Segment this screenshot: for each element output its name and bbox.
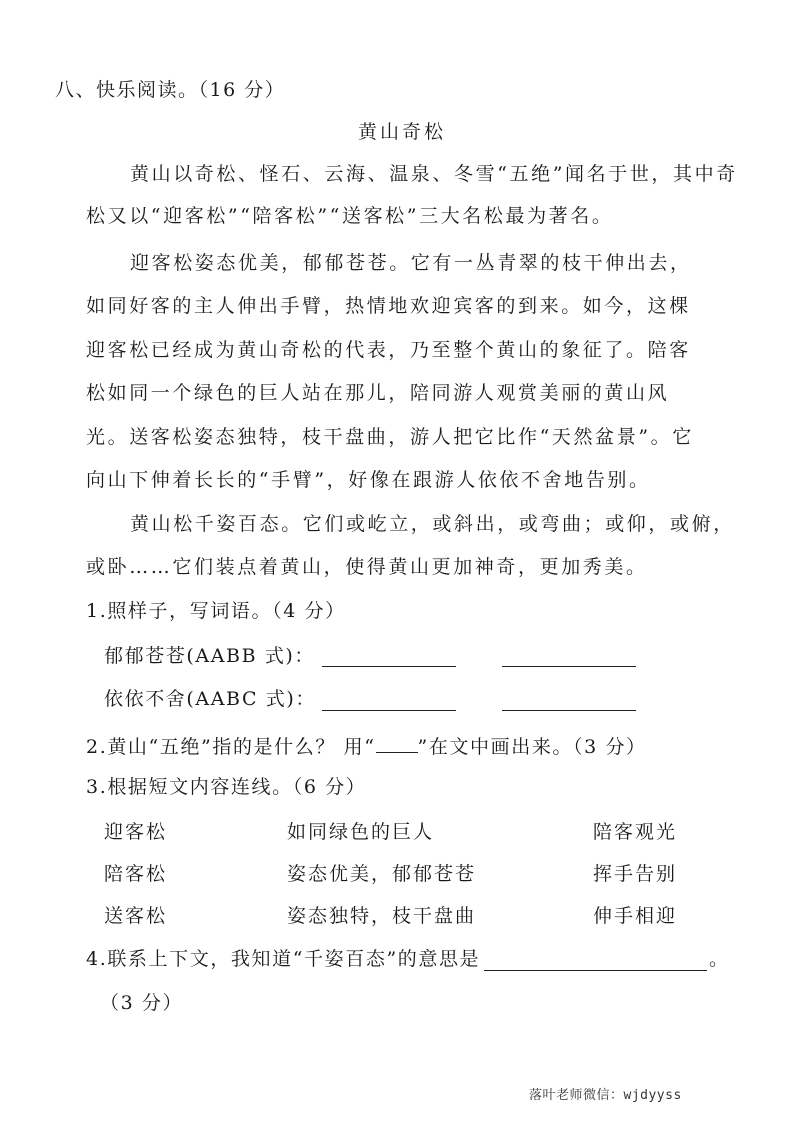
question-4-prompt: 4.联系上下文，我知道“千姿百态”的意思是 <box>86 948 481 970</box>
question-1-item-label: 郁郁苍苍(AABB 式)： <box>104 645 316 667</box>
answer-blank[interactable] <box>502 692 636 711</box>
match-right-item[interactable]: 陪客观光 <box>593 821 678 843</box>
question-1-item <box>104 644 315 668</box>
story-line: 黄山以奇松、怪石、云海、温泉、冬雪“五绝”闻名于世，其中奇 <box>130 163 738 185</box>
match-left-item[interactable]: 送客松 <box>104 905 168 927</box>
story-line: 松又以“迎客松”“陪客松”“送客松”三大名松最为著名。 <box>86 205 614 227</box>
question-1-item-label: 依依不舍(AABC 式)： <box>104 688 316 710</box>
match-middle-item[interactable]: 姿态独特，枝干盘曲 <box>287 905 477 927</box>
match-left-item[interactable]: 陪客松 <box>104 863 168 885</box>
answer-blank[interactable] <box>484 952 707 971</box>
question-2-text-before: 2.黄山“五绝”指的是什么？ 用“ <box>86 736 376 758</box>
story-line: 迎客松已经成为黄山奇松的代表，乃至整个黄山的象征了。陪客 <box>86 339 691 361</box>
question-3-prompt: 3.根据短文内容连线。（6 分） <box>86 776 367 798</box>
match-left-item[interactable]: 迎客松 <box>104 821 168 843</box>
question-4-period: 。 <box>709 948 731 970</box>
question-1-item <box>104 687 316 711</box>
story-line: 如同好客的主人伸出手臂，热情地欢迎宾客的到来。如今，这棵 <box>86 295 691 317</box>
question-4-score: （3 分） <box>100 992 184 1014</box>
story-title: 黄山奇松 <box>358 121 447 143</box>
story-line: 迎客松姿态优美，郁郁苍苍。它有一丛青翠的枝干伸出去， <box>130 252 692 274</box>
story-line: 黄山松千姿百态。它们或屹立，或斜出，或弯曲；或仰，或俯， <box>130 513 735 535</box>
underline-sample <box>376 732 418 753</box>
story-line: 松如同一个绿色的巨人站在那儿，陪同游人观赏美丽的黄山风 <box>86 382 670 404</box>
answer-blank[interactable] <box>322 692 456 711</box>
story-line: 或卧……它们装点着黄山，使得黄山更加神奇，更加秀美。 <box>86 556 648 578</box>
answer-blank[interactable] <box>322 648 456 667</box>
match-right-item[interactable]: 挥手告别 <box>593 863 678 885</box>
question-1-prompt: 1.照样子，写词语。（4 分） <box>86 600 346 622</box>
story-line: 向山下伸着长长的“手臂”，好像在跟游人依依不舍地告别。 <box>86 469 651 491</box>
story-line: 光。送客松姿态独特，枝干盘曲，游人把它比作“天然盆景”。它 <box>86 426 694 448</box>
match-middle-item[interactable]: 姿态优美，郁郁苍苍 <box>287 863 477 885</box>
question-2-text-after: ”在文中画出来。（3 分） <box>417 736 647 758</box>
match-right-item[interactable]: 伸手相迎 <box>593 905 678 927</box>
footer-contact: 落叶老师微信：wjdyyss <box>529 1088 682 1103</box>
match-middle-item[interactable]: 如同绿色的巨人 <box>287 821 435 843</box>
question-2-prompt <box>86 732 647 759</box>
answer-blank[interactable] <box>502 648 636 667</box>
section-title: 八、快乐阅读。（16 分） <box>55 79 286 101</box>
